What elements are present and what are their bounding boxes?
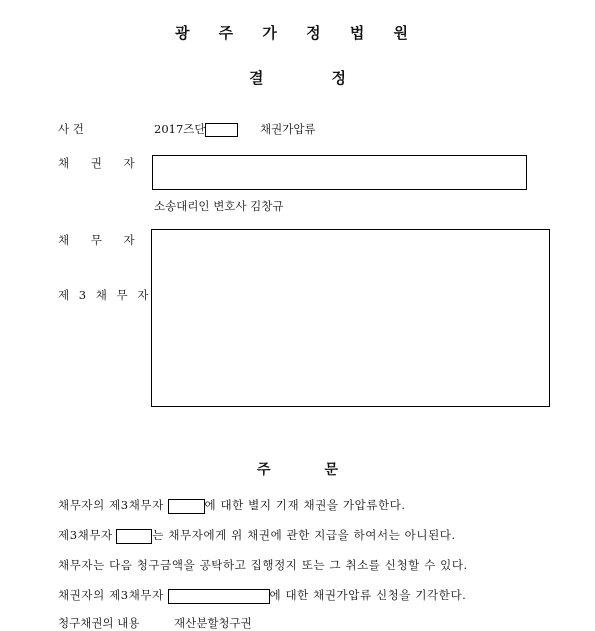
redacted-case-number: [205, 123, 238, 137]
order-line-3-text: 채무자는 다음 청구금액을 공탁하고 집행정지 또는 그 취소를 신청할 수 있다.: [58, 558, 468, 572]
claim-label: 청구채권의 내용: [58, 616, 140, 630]
case-name: 채권가압류: [260, 122, 316, 136]
court-name: 광 주 가 정 법 원: [174, 24, 421, 42]
redacted-third-debtor-1: [168, 499, 205, 514]
document-title-char-2: 정: [331, 69, 346, 87]
creditor-attorney: 소송대리인 변호사 김창규: [154, 199, 284, 213]
document-title: [0, 67, 595, 88]
order-line-1-after: 에 대한 별지 기재 채권을 가압류한다.: [204, 498, 406, 512]
redacted-third-debtor-3: [168, 589, 270, 604]
case-number-prefix: 2017즈단: [154, 122, 206, 136]
document-title-char-1: 결: [249, 69, 264, 87]
order-line-2: [58, 527, 456, 544]
redacted-third-debtor-2: [116, 529, 152, 544]
claim-value: 재산분할청구권: [174, 616, 252, 630]
order-line-2-after: 는 채무자에게 위 채권에 관한 지급을 하여서는 아니된다.: [152, 528, 456, 542]
case-label-wrap: [58, 121, 126, 137]
order-title-char-2: 문: [324, 462, 339, 478]
debtor-label: 채 무 자: [58, 233, 144, 247]
order-line-3: [58, 557, 468, 573]
creditor-redacted-box: [152, 155, 527, 190]
debtor-redacted-box: [151, 229, 550, 407]
order-line-4-after: 에 대한 채권가압류 신청을 기각한다.: [269, 588, 467, 602]
order-line-4-before: 채권자의 제3채무자: [58, 588, 164, 602]
order-line-4: [58, 587, 466, 604]
order-line-1-before: 채무자의 제3채무자: [58, 498, 164, 512]
order-line-1: [58, 497, 406, 514]
case-number: [154, 121, 238, 137]
order-title: [0, 459, 595, 479]
third-debtor-label: 제 3 채 무 자: [58, 288, 152, 302]
creditor-label: 채 권 자: [58, 156, 144, 170]
case-label: 사 건: [58, 122, 84, 136]
order-line-2-before: 제3채무자: [58, 528, 113, 542]
order-title-char-1: 주: [256, 462, 271, 478]
